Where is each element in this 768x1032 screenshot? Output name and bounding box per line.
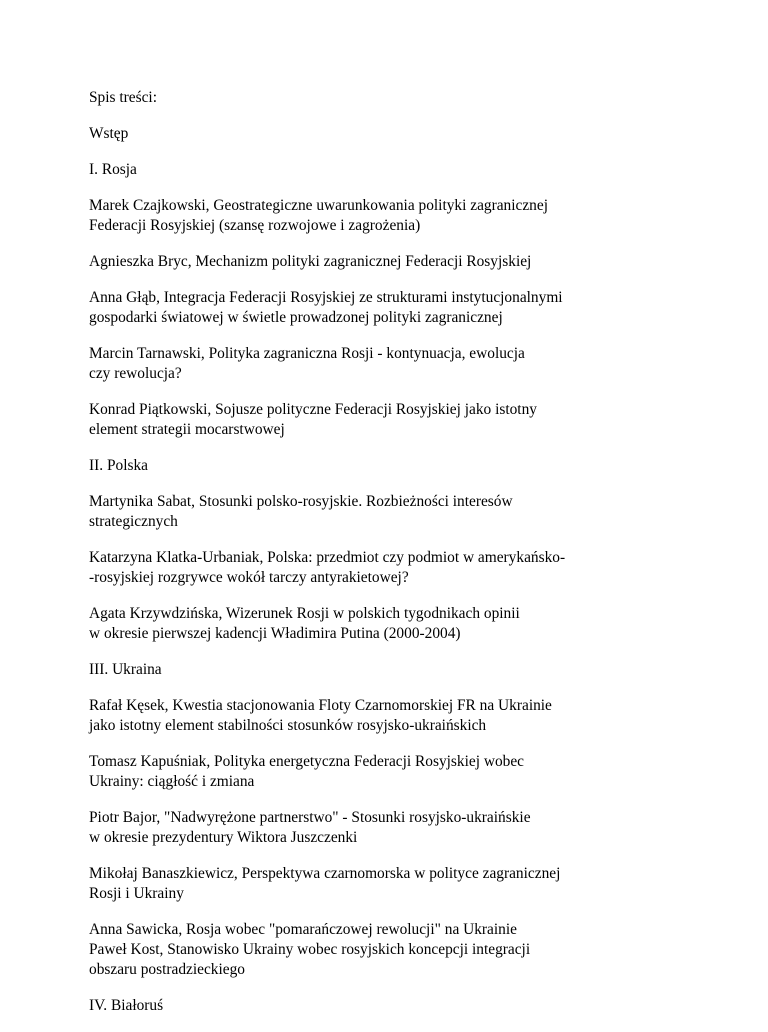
toc-entry-line: Marcin Tarnawski, Polityka zagraniczna Rosji - kontynuacja, ewolucja xyxy=(89,345,525,362)
toc-entry xyxy=(89,864,729,904)
toc-entry xyxy=(89,660,729,680)
toc-entry xyxy=(89,160,729,180)
toc-entry-line: Anna Sawicka, Rosja wobec "pomarańczowej rewolucji" na Ukrainie xyxy=(89,921,517,938)
toc-entry-line: Mikołaj Banaszkiewicz, Perspektywa czarnomorska w polityce zagranicznej xyxy=(89,865,561,882)
toc-entry-line: strategicznych xyxy=(89,513,178,530)
toc-entry xyxy=(89,492,729,532)
toc-entry-line: w okresie prezydentury Wiktora Juszczenki xyxy=(89,829,358,846)
toc-entry-line: Rafał Kęsek, Kwestia stacjonowania Floty Czarnomorskiej FR na Ukrainie xyxy=(89,697,552,714)
toc-entry xyxy=(89,252,729,272)
toc-entry-line: Katarzyna Klatka-Urbaniak, Polska: przedmiot czy podmiot w amerykańsko- xyxy=(89,549,566,566)
toc-entry xyxy=(89,604,729,644)
toc-entry-line: jako istotny element stabilności stosunków rosyjsko-ukraińskich xyxy=(89,717,487,734)
toc-entry-line: w okresie pierwszej kadencji Władimira Putina (2000-2004) xyxy=(89,625,461,642)
toc-entry-line: gospodarki światowej w świetle prowadzonej polityki zagranicznej xyxy=(89,309,503,326)
toc-entry-line: Rosji i Ukrainy xyxy=(89,885,184,902)
toc-entry-line: Ukrainy: ciągłość i zmiana xyxy=(89,773,255,790)
table-of-contents xyxy=(89,124,729,1016)
toc-entry-line: Martynika Sabat, Stosunki polsko-rosyjskie. Rozbieżności interesów xyxy=(89,493,513,510)
toc-entry-line: Paweł Kost, Stanowisko Ukrainy wobec rosyjskich koncepcji integracji xyxy=(89,941,531,958)
toc-entry xyxy=(89,752,729,792)
toc-entry-line: Anna Głąb, Integracja Federacji Rosyjskiej ze strukturami instytucjonalnymi xyxy=(89,289,563,306)
toc-entry-line: Piotr Bajor, "Nadwyrężone partnerstwo" - Stosunki rosyjsko-ukraińskie xyxy=(89,809,531,826)
toc-entry xyxy=(89,196,729,236)
toc-entry-line: czy rewolucja? xyxy=(89,365,182,382)
toc-entry-line: Agnieszka Bryc, Mechanizm polityki zagranicznej Federacji Rosyjskiej xyxy=(89,253,532,270)
toc-entry xyxy=(89,456,729,476)
toc-entry xyxy=(89,124,729,144)
toc-entry xyxy=(89,548,729,588)
toc-entry-line: Tomasz Kapuśniak, Polityka energetyczna Federacji Rosyjskiej wobec xyxy=(89,753,525,770)
toc-entry xyxy=(89,288,729,328)
toc-heading-text: Spis treści: xyxy=(89,89,157,106)
toc-entry xyxy=(89,696,729,736)
toc-entry-line: I. Rosja xyxy=(89,161,137,178)
toc-entry-line: Federacji Rosyjskiej (szansę rozwojowe i zagrożenia) xyxy=(89,217,421,234)
toc-entry-line: III. Ukraina xyxy=(89,661,162,678)
toc-entry-line: IV. Białoruś xyxy=(89,997,164,1014)
toc-entry-line: Marek Czajkowski, Geostrategiczne uwarunkowania polityki zagranicznej xyxy=(89,197,548,214)
toc-entry-line: Agata Krzywdzińska, Wizerunek Rosji w polskich tygodnikach opinii xyxy=(89,605,520,622)
toc-entry-line: Wstęp xyxy=(89,125,129,142)
toc-entry-line: Konrad Piątkowski, Sojusze polityczne Federacji Rosyjskiej jako istotny xyxy=(89,401,537,418)
toc-entry xyxy=(89,808,729,848)
toc-entry-line: obszaru postradzieckiego xyxy=(89,961,245,978)
toc-entry-line: -rosyjskiej rozgrywce wokół tarczy antyrakietowej? xyxy=(89,569,409,586)
document-page xyxy=(89,88,729,1032)
toc-entry-line: element strategii mocarstwowej xyxy=(89,421,285,438)
toc-entry-line: II. Polska xyxy=(89,457,148,474)
toc-entry xyxy=(89,400,729,440)
toc-entry xyxy=(89,996,729,1016)
toc-entry xyxy=(89,344,729,384)
toc-entry xyxy=(89,920,729,980)
toc-heading xyxy=(89,88,729,108)
